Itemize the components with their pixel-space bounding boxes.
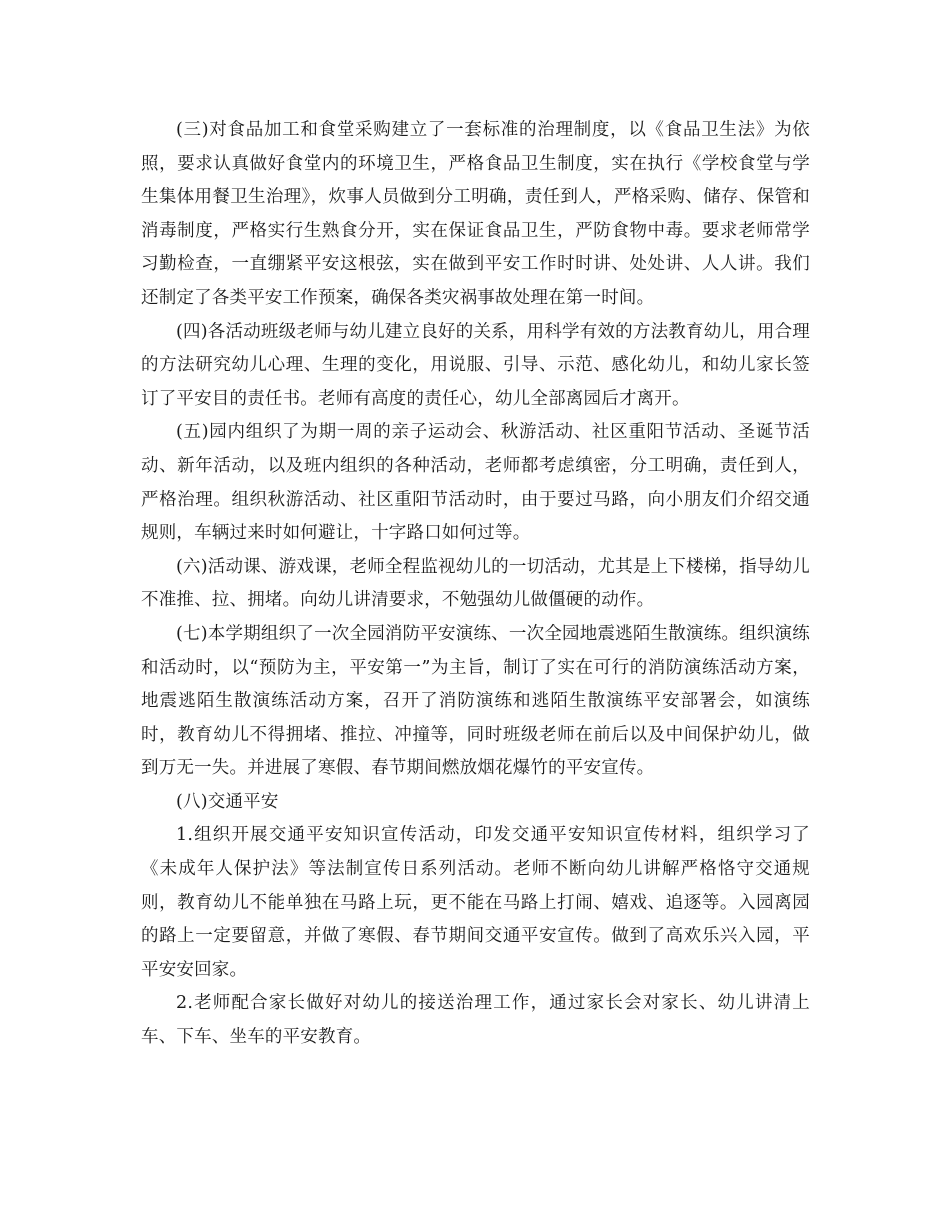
paragraph-teacher-child-relations: (四)各活动班级老师与幼儿建立良好的关系，用科学有效的方法教育幼儿，用合理的方法研究幼儿心理、生理的变化，用说服、引导、示范、感化幼儿，和幼儿家长签订了平安目的责任书。老师有高度的责任心，幼儿全部离园后才离开。 [141,321,810,409]
paragraph-traffic-item-2: 2.老师配合家长做好对幼儿的接送治理工作，通过家长会对家长、幼儿讲清上车、下车、坐车的平安教育。 [141,993,810,1048]
section-heading-traffic-safety: (八)交通平安 [176,791,279,812]
paragraph-traffic-item-1: 1.组织开展交通平安知识宣传活动，印发交通平安知识宣传材料，组织学习了《未成年人保护法》等法制宣传日系列活动。老师不断向幼儿讲解严格恪守交通规则，教育幼儿不能单独在马路上玩，更不能在马路上打闹、嬉戏、追逐等。入园离园的路上一定要留意，并做了寒假、春节期间交通平安宣传。做到了高欢乐兴入园，平平安安回家。 [141,825,810,980]
paragraph-food-safety: (三)对食品加工和食堂采购建立了一套标准的治理制度，以《食品卫生法》为依照，要求认真做好食堂内的环境卫生，严格食品卫生制度，实在执行《学校食堂与学生集体用餐卫生治理》，炊事人员做到分工明确，责任到人，严格采购、储存、保管和消毒制度，严格实行生熟食分开，实在保证食品卫生，严防食物中毒。要求老师常学习勤检查，一直绷紧平安这根弦，实在做到平安工作时时讲、处处讲、人人讲。我们还制定了各类平安工作预案，确保各类灾祸事故处理在第一时间。 [141,120,810,308]
paragraph-drills: (七)本学期组织了一次全园消防平安演练、一次全园地震逃陌生散演练。组织演练和活动时，以“预防为主，平安第一”为主旨，制订了实在可行的消防演练活动方案，地震逃陌生散演练活动方案，召开了消防演练和逃陌生散演练平安部署会，如演练时，教育幼儿不得拥堵、推拉、冲撞等，同时班级老师在前后以及中间保护幼儿，做到万无一失。并进展了寒假、春节期间燃放烟花爆竹的平安宣传。 [141,623,810,779]
paragraph-activities: (五)园内组织了为期一周的亲子运动会、秋游活动、社区重阳节活动、圣诞节活动、新年活动，以及班内组织的各种活动，老师都考虑缜密，分工明确，责任到人，严格治理。组织秋游活动、社区重阳节活动时，由于要过马路，向小朋友们介绍交通规则，车辆过来时如何避让，十字路口如何过等。 [141,422,810,544]
paragraph-activity-supervision: (六)活动课、游戏课，老师全程监视幼儿的一切活动，尤其是上下楼梯，指导幼儿不准推、拉、拥堵。向幼儿讲清要求，不勉强幼儿做僵硬的动作。 [141,556,810,611]
document-body [141,114,810,1055]
